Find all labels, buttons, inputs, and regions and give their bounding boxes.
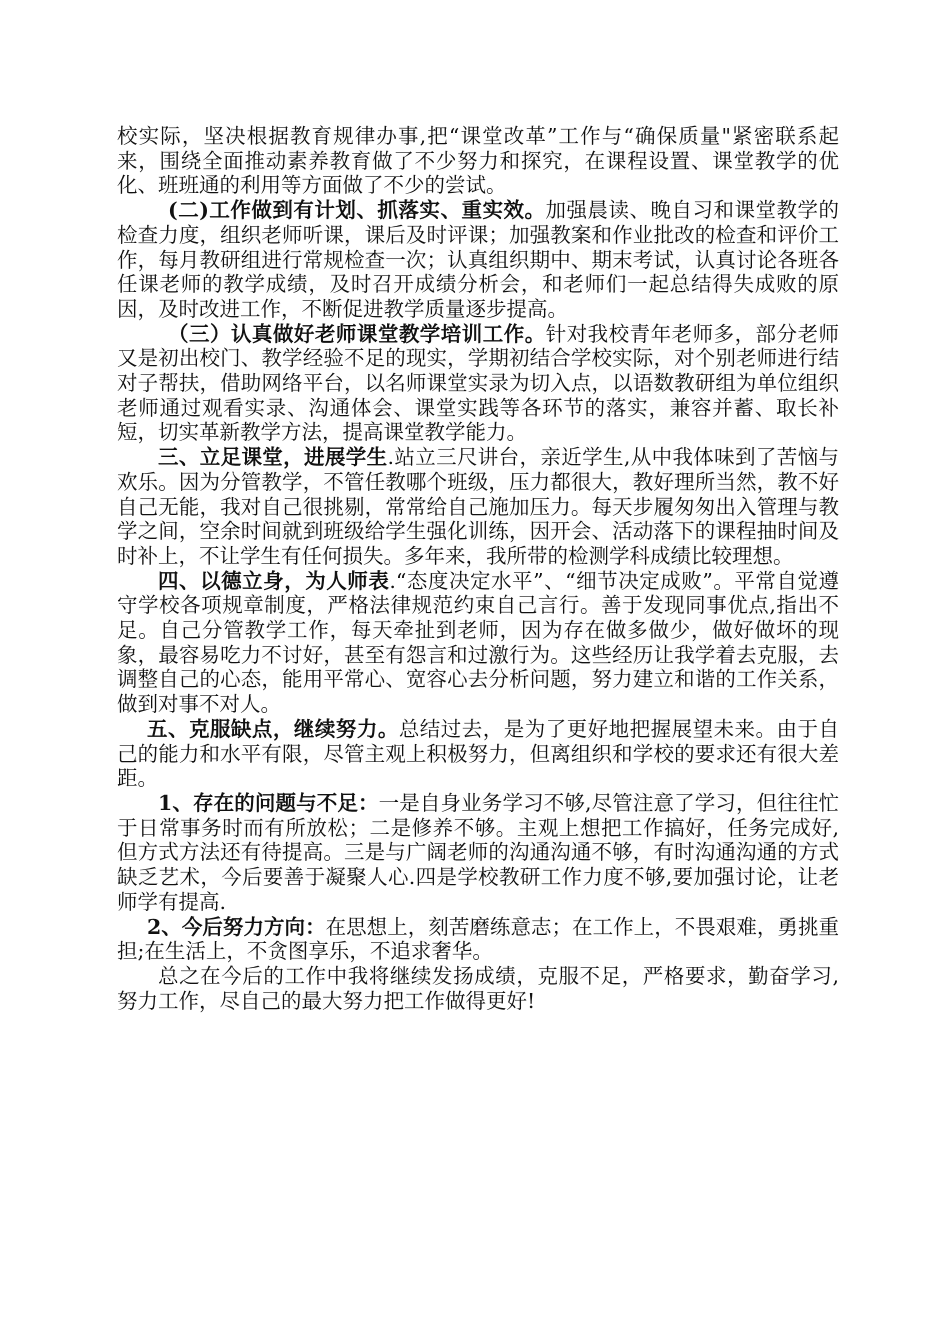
paragraph-7: [117, 791, 839, 915]
paragraph-6: [117, 717, 839, 791]
paragraph-8: [117, 915, 839, 964]
paragraph-2-text: 加强晨读、晚自习和课堂教学的检查力度，组织老师听课，课后及时评课；加强教案和作业批改的检查和评价工作，每月教研组进行常规检查一次；认真组织期中、期末考试，认真讨论各班各任课老师的教学成绩，及时召开成绩分析会，和老师们一起总结得失成败的原因，及时改进工作，不断促进教学质量逐步提高。: [117, 198, 840, 321]
paragraph-9: [117, 964, 839, 1013]
paragraph-6-heading: 五、克服缺点，继续努力。: [147, 716, 399, 741]
document-body: [117, 124, 839, 1013]
paragraph-4: [117, 445, 839, 569]
paragraph-3-heading: （三）认真做好老师课堂教学培训工作。: [168, 321, 546, 346]
paragraph-5: [117, 569, 839, 717]
paragraph-2: [117, 198, 839, 322]
paragraph-4-heading: 三、立足课堂，进展学生: [158, 445, 388, 470]
paragraph-7-text: 一是自身业务学习不够,尽管注意了学习，但往往忙于日常事务时而有所放松；二是修养不够。主观上想把工作搞好，任务完成好,但方式方法还有待提高。三是与广阔老师的沟通沟通不够，有时沟通沟通的方式缺乏艺术，今后要善于凝聚人心.四是学校教研工作力度不够,要加强讨论，让老师学有提高.: [117, 790, 839, 914]
paragraph-6-text: 总结过去，是为了更好地把握展望未来。由于自己的能力和水平有限，尽管主观上积极努力，但离组织和学校的要求还有很大差距。: [117, 716, 839, 791]
paragraph-9-text: 总之在今后的工作中我将继续发扬成绩，克服不足，严格要求，勤奋学习,努力工作，尽自己的最大努力把工作做得更好!: [117, 963, 839, 1013]
paragraph-8-text: 在思想上，刻苦磨练意志；在工作上，不畏艰难，勇挑重担;在生活上，不贪图享乐，不追求奢华。: [117, 914, 840, 964]
paragraph-1-text: 校实际，坚决根据教育规律办事,把“课堂改革”工作与“确保质量"紧密联系起来，围绕全面推动素养教育做了不少努力和探究，在课程设置、课堂教学的优化、班班通的利用等方面做了不少的尝试。: [117, 124, 839, 198]
paragraph-5-heading: 四、以德立身，为人师表: [158, 568, 390, 593]
paragraph-3: [117, 322, 839, 446]
paragraph-8-heading: 2、今后努力方向：: [147, 914, 326, 939]
paragraph-1: [117, 124, 839, 198]
paragraph-7-heading: 1、存在的问题与不足：: [158, 790, 379, 815]
paragraph-2-heading: (二)工作做到有计划、抓落实、重实效。: [168, 198, 546, 223]
paragraph-3-text: 针对我校青年老师多，部分老师又是初出校门、教学经验不足的现实，学期初结合学校实际，对个别老师进行结对子帮扶，借助网络平台，以名师课堂实录为切入点，以语数教研组为单位组织老师通过观看实录、沟通体会、课堂实践等各环节的落实，兼容并蓄、取长补短，切实革新教学方法，提高课堂教学能力。: [117, 321, 840, 445]
paragraph-5-text: .“态度决定水平”、“细节决定成败”。平常自觉遵守学校各项规章制度，严格法律规范约束自己言行。善于发现同事优点,指出不足。自己分管教学工作，每天牵扯到老师，因为存在做多做少，做好做坏的现象，最容易吃力不讨好，甚至有怨言和过激行为。这些经历让我学着去克服，去调整自己的心态，能用平常心、宽容心去分析问题，努力建立和谐的工作关系，做到对事不对人。: [117, 568, 840, 717]
paragraph-4-text: .站立三尺讲台，亲近学生,从中我体味到了苦恼与欢乐。因为分管教学，不管任教哪个班级，压力都很大，教好理所当然，教不好自己无能，我对自己很挑剔，常常给自己施加压力。每天步履匆匆出入管理与教学之间，空余时间就到班级给学生强化训练，因开会、活动落下的课程抽时间及时补上，不让学生有任何损失。多年来，我所带的检测学科成绩比较理想。: [117, 445, 839, 568]
